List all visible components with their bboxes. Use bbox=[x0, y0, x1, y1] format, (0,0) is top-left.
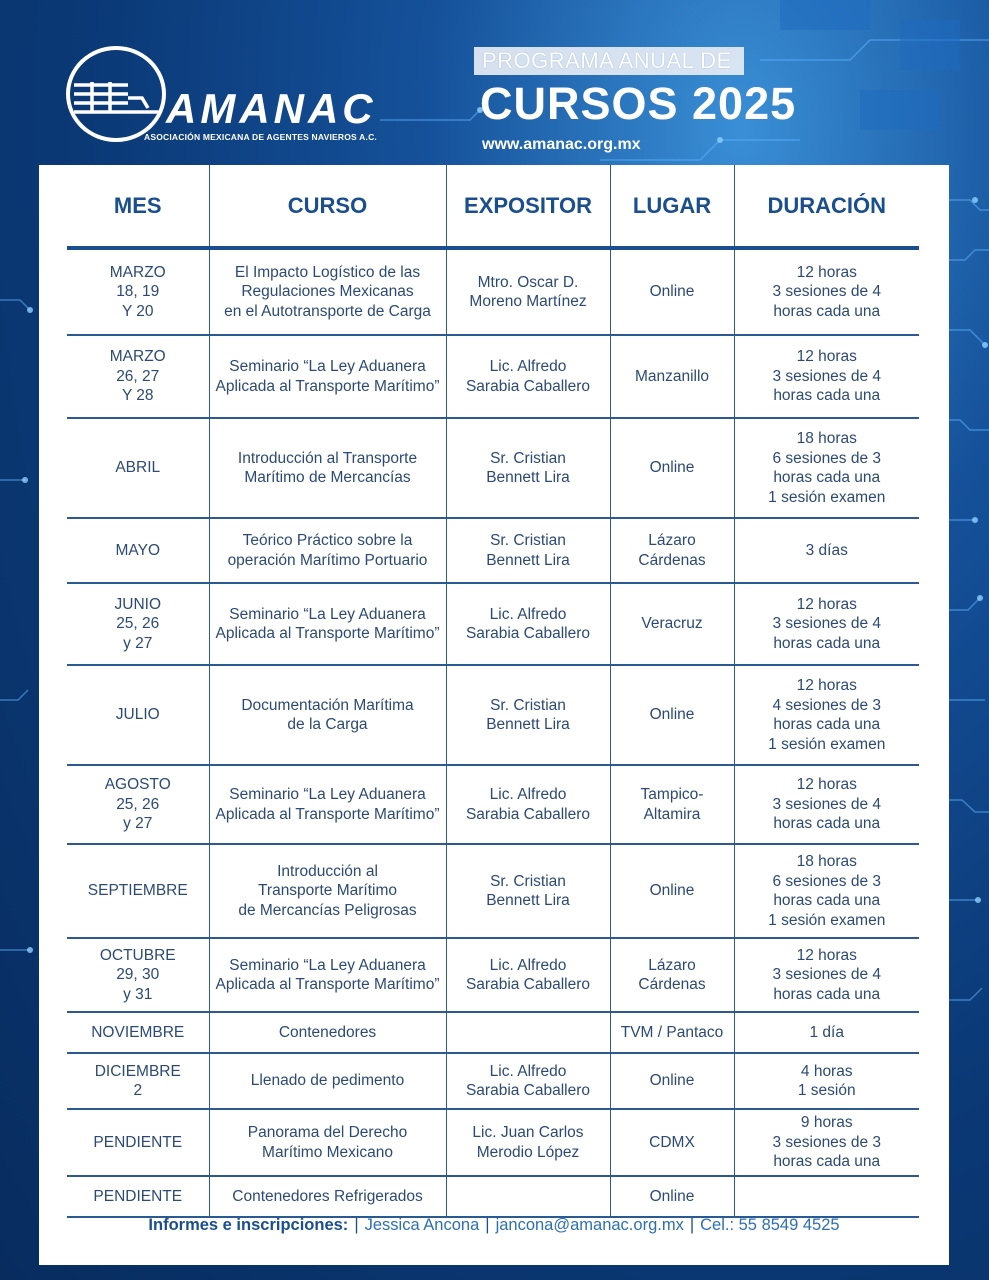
cell-lugar: Online bbox=[610, 1053, 734, 1109]
cell-expositor: Lic. Alfredo Sarabia Caballero bbox=[446, 583, 610, 665]
cell-curso: Llenado de pedimento bbox=[209, 1053, 446, 1109]
column-header-lugar: LUGAR bbox=[610, 165, 734, 248]
cell-curso: Contenedores Refrigerados bbox=[209, 1176, 446, 1217]
program-label: PROGRAMA ANUAL DE bbox=[474, 47, 744, 75]
cell-duracion: 12 horas 3 sesiones de 4 horas cada una bbox=[734, 583, 919, 665]
column-header-curso: CURSO bbox=[209, 165, 446, 248]
table-row bbox=[67, 583, 919, 665]
cell-mes: ABRIL bbox=[67, 418, 209, 518]
cell-curso: Seminario “La Ley Aduanera Aplicada al Transporte Marítimo” bbox=[209, 335, 446, 418]
cell-expositor bbox=[446, 1012, 610, 1053]
separator: | bbox=[689, 1216, 695, 1234]
cell-curso: Panorama del Derecho Marítimo Mexicano bbox=[209, 1109, 446, 1176]
cell-mes: OCTUBRE 29, 30 y 31 bbox=[67, 938, 209, 1012]
separator: | bbox=[485, 1216, 490, 1234]
table-row bbox=[67, 844, 919, 938]
cell-curso: Teórico Práctico sobre la operación Marítimo Portuario bbox=[209, 518, 446, 583]
cell-mes: JULIO bbox=[67, 665, 209, 765]
cell-duracion: 1 día bbox=[734, 1012, 919, 1053]
table-row bbox=[67, 1012, 919, 1053]
org-acronym: AMANAC bbox=[166, 85, 377, 132]
cell-duracion: 18 horas 6 sesiones de 3 horas cada una 1 sesión examen bbox=[734, 418, 919, 518]
cell-mes: MARZO 26, 27 Y 28 bbox=[67, 335, 209, 418]
cell-lugar: Online bbox=[610, 418, 734, 518]
cell-lugar: Online bbox=[610, 248, 734, 335]
cell-curso: Introducción al Transporte Marítimo de Mercancías bbox=[209, 418, 446, 518]
table-row bbox=[67, 248, 919, 335]
cell-curso: Documentación Marítima de la Carga bbox=[209, 665, 446, 765]
cell-duracion: 9 horas 3 sesiones de 3 horas cada una bbox=[734, 1109, 919, 1176]
table-body bbox=[67, 248, 919, 1217]
org-name: ASOCIACIÓN MEXICANA DE AGENTES NAVIEROS A.C. bbox=[144, 132, 377, 142]
cell-mes: JUNIO 25, 26 y 27 bbox=[67, 583, 209, 665]
cell-mes: PENDIENTE bbox=[67, 1109, 209, 1176]
cell-lugar: Online bbox=[610, 665, 734, 765]
cell-duracion: 4 horas 1 sesión bbox=[734, 1053, 919, 1109]
website-link[interactable]: www.amanac.org.mx bbox=[482, 136, 641, 153]
cell-expositor: Lic. Alfredo Sarabia Caballero bbox=[446, 1053, 610, 1109]
cell-lugar: Online bbox=[610, 844, 734, 938]
cell-mes: AGOSTO 25, 26 y 27 bbox=[67, 765, 209, 844]
ship-emblem-icon bbox=[66, 46, 166, 142]
column-header-mes: MES bbox=[67, 165, 209, 248]
cell-lugar: TVM / Pantaco bbox=[610, 1012, 734, 1053]
contact-label: Informes e inscripciones: bbox=[148, 1216, 349, 1234]
cell-duracion: 12 horas 3 sesiones de 4 horas cada una bbox=[734, 248, 919, 335]
cell-expositor: Lic. Alfredo Sarabia Caballero bbox=[446, 335, 610, 418]
table-row bbox=[67, 1053, 919, 1109]
cell-lugar: Tampico- Altamira bbox=[610, 765, 734, 844]
table-row bbox=[67, 1176, 919, 1217]
column-header-duracion: DURACIÓN bbox=[734, 165, 919, 248]
cell-duracion: 12 horas 3 sesiones de 4 horas cada una bbox=[734, 335, 919, 418]
cell-curso: Seminario “La Ley Aduanera Aplicada al Transporte Marítimo” bbox=[209, 583, 446, 665]
cell-curso: Seminario “La Ley Aduanera Aplicada al Transporte Marítimo” bbox=[209, 938, 446, 1012]
cell-duracion: 12 horas 3 sesiones de 4 horas cada una bbox=[734, 765, 919, 844]
cell-duracion: 3 días bbox=[734, 518, 919, 583]
courses-table bbox=[67, 165, 919, 1218]
contact-footer bbox=[39, 1216, 949, 1235]
cell-lugar: Online bbox=[610, 1176, 734, 1217]
cell-mes: SEPTIEMBRE bbox=[67, 844, 209, 938]
cell-curso: Contenedores bbox=[209, 1012, 446, 1053]
cell-expositor: Sr. Cristian Bennett Lira bbox=[446, 518, 610, 583]
cell-duracion: 12 horas 3 sesiones de 4 horas cada una bbox=[734, 938, 919, 1012]
courses-panel bbox=[39, 165, 949, 1265]
cell-duracion bbox=[734, 1176, 919, 1217]
cell-lugar: Manzanillo bbox=[610, 335, 734, 418]
cell-expositor: Lic. Juan Carlos Merodio López bbox=[446, 1109, 610, 1176]
cell-expositor: Sr. Cristian Bennett Lira bbox=[446, 665, 610, 765]
cell-curso: Seminario “La Ley Aduanera Aplicada al Transporte Marítimo” bbox=[209, 765, 446, 844]
table-row bbox=[67, 1109, 919, 1176]
cell-curso: El Impacto Logístico de las Regulaciones Mexicanas en el Autotransporte de Carga bbox=[209, 248, 446, 335]
cell-expositor: Sr. Cristian Bennett Lira bbox=[446, 418, 610, 518]
cell-expositor: Lic. Alfredo Sarabia Caballero bbox=[446, 765, 610, 844]
cell-lugar: CDMX bbox=[610, 1109, 734, 1176]
amanac-logo bbox=[66, 44, 377, 149]
cell-curso: Introducción al Transporte Marítimo de Mercancías Peligrosas bbox=[209, 844, 446, 938]
cell-expositor: Sr. Cristian Bennett Lira bbox=[446, 844, 610, 938]
table-row bbox=[67, 335, 919, 418]
table-header-row bbox=[67, 165, 919, 248]
cell-expositor bbox=[446, 1176, 610, 1217]
column-header-expositor: EXPOSITOR bbox=[446, 165, 610, 248]
cell-mes: PENDIENTE bbox=[67, 1176, 209, 1217]
contact-name: Jessica Ancona bbox=[364, 1216, 480, 1234]
cell-lugar: Lázaro Cárdenas bbox=[610, 938, 734, 1012]
page-title: CURSOS 2025 bbox=[480, 78, 797, 129]
table-row bbox=[67, 418, 919, 518]
contact-email-link[interactable]: jancona@amanac.org.mx bbox=[495, 1216, 684, 1234]
cell-duracion: 12 horas 4 sesiones de 3 horas cada una 1 sesión examen bbox=[734, 665, 919, 765]
header bbox=[0, 0, 989, 165]
cell-mes: MAYO bbox=[67, 518, 209, 583]
cell-expositor: Lic. Alfredo Sarabia Caballero bbox=[446, 938, 610, 1012]
cell-lugar: Veracruz bbox=[610, 583, 734, 665]
cell-mes: MARZO 18, 19 Y 20 bbox=[67, 248, 209, 335]
cell-lugar: Lázaro Cárdenas bbox=[610, 518, 734, 583]
contact-phone: Cel.: 55 8549 4525 bbox=[700, 1216, 840, 1234]
cell-mes: NOVIEMBRE bbox=[67, 1012, 209, 1053]
cell-duracion: 18 horas 6 sesiones de 3 horas cada una 1 sesión examen bbox=[734, 844, 919, 938]
table-row bbox=[67, 665, 919, 765]
cell-expositor: Mtro. Oscar D. Moreno Martínez bbox=[446, 248, 610, 335]
table-row bbox=[67, 518, 919, 583]
table-row bbox=[67, 938, 919, 1012]
separator: | bbox=[354, 1216, 359, 1234]
cell-mes: DICIEMBRE 2 bbox=[67, 1053, 209, 1109]
table-row bbox=[67, 765, 919, 844]
